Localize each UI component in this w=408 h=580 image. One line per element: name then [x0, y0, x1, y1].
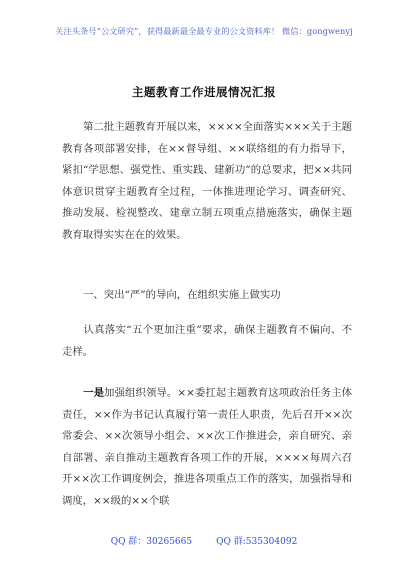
document-title: 主题教育工作进展情况汇报: [132, 85, 276, 99]
footer-qq-group-1: QQ 群：30265665: [110, 537, 193, 547]
section-heading-1: 一、突出“严”的导向，在组织实施上做实功: [83, 289, 281, 301]
intro-paragraph: [62, 117, 352, 247]
point-1-lead: 一是: [83, 387, 105, 399]
header-promo-note: 关注头条号“公文研究”，获得最新最全最专业的公文资料库！ 微信：gongwenyj: [55, 26, 353, 36]
point-1-paragraph: [62, 383, 352, 513]
intro-paragraph-text: 第二批主题教育开展以来，××××全面落实×××关于主题教育各项部署安排，在××督导组、××联络组的有力指导下，紧扣“学思想、强党性、重实践、建新功”的总要求，把××共同体意识贯穿主题教育全过程，一体推进理论学习、调查研究、推动发展、检视整改、建章立制五项重点措施落实，确保主题教育取得实实在在的效果。: [62, 121, 352, 241]
section-1-paragraph: [62, 320, 352, 363]
footer-contact: [0, 534, 408, 547]
section-1-paragraph-text: 认真落实“五个更加注重”要求，确保主题教育不偏向、不走样。: [62, 324, 352, 358]
footer-qq-group-2: QQ 群:535304092: [216, 537, 298, 547]
point-1-body: 加强组织领导。××委扛起主题教育这项政治任务主体责任，××作为书记认真履行第一责任人职责，先后召开××次常委会、××次领导小组会、××次工作推进会，亲自研究、亲自部署、亲自推动主题教育各项工作的开展，××××每周六召开××次工作调度例会，推进各项重点工作的落实，加强指导和调度，××级的××个联: [62, 387, 352, 507]
